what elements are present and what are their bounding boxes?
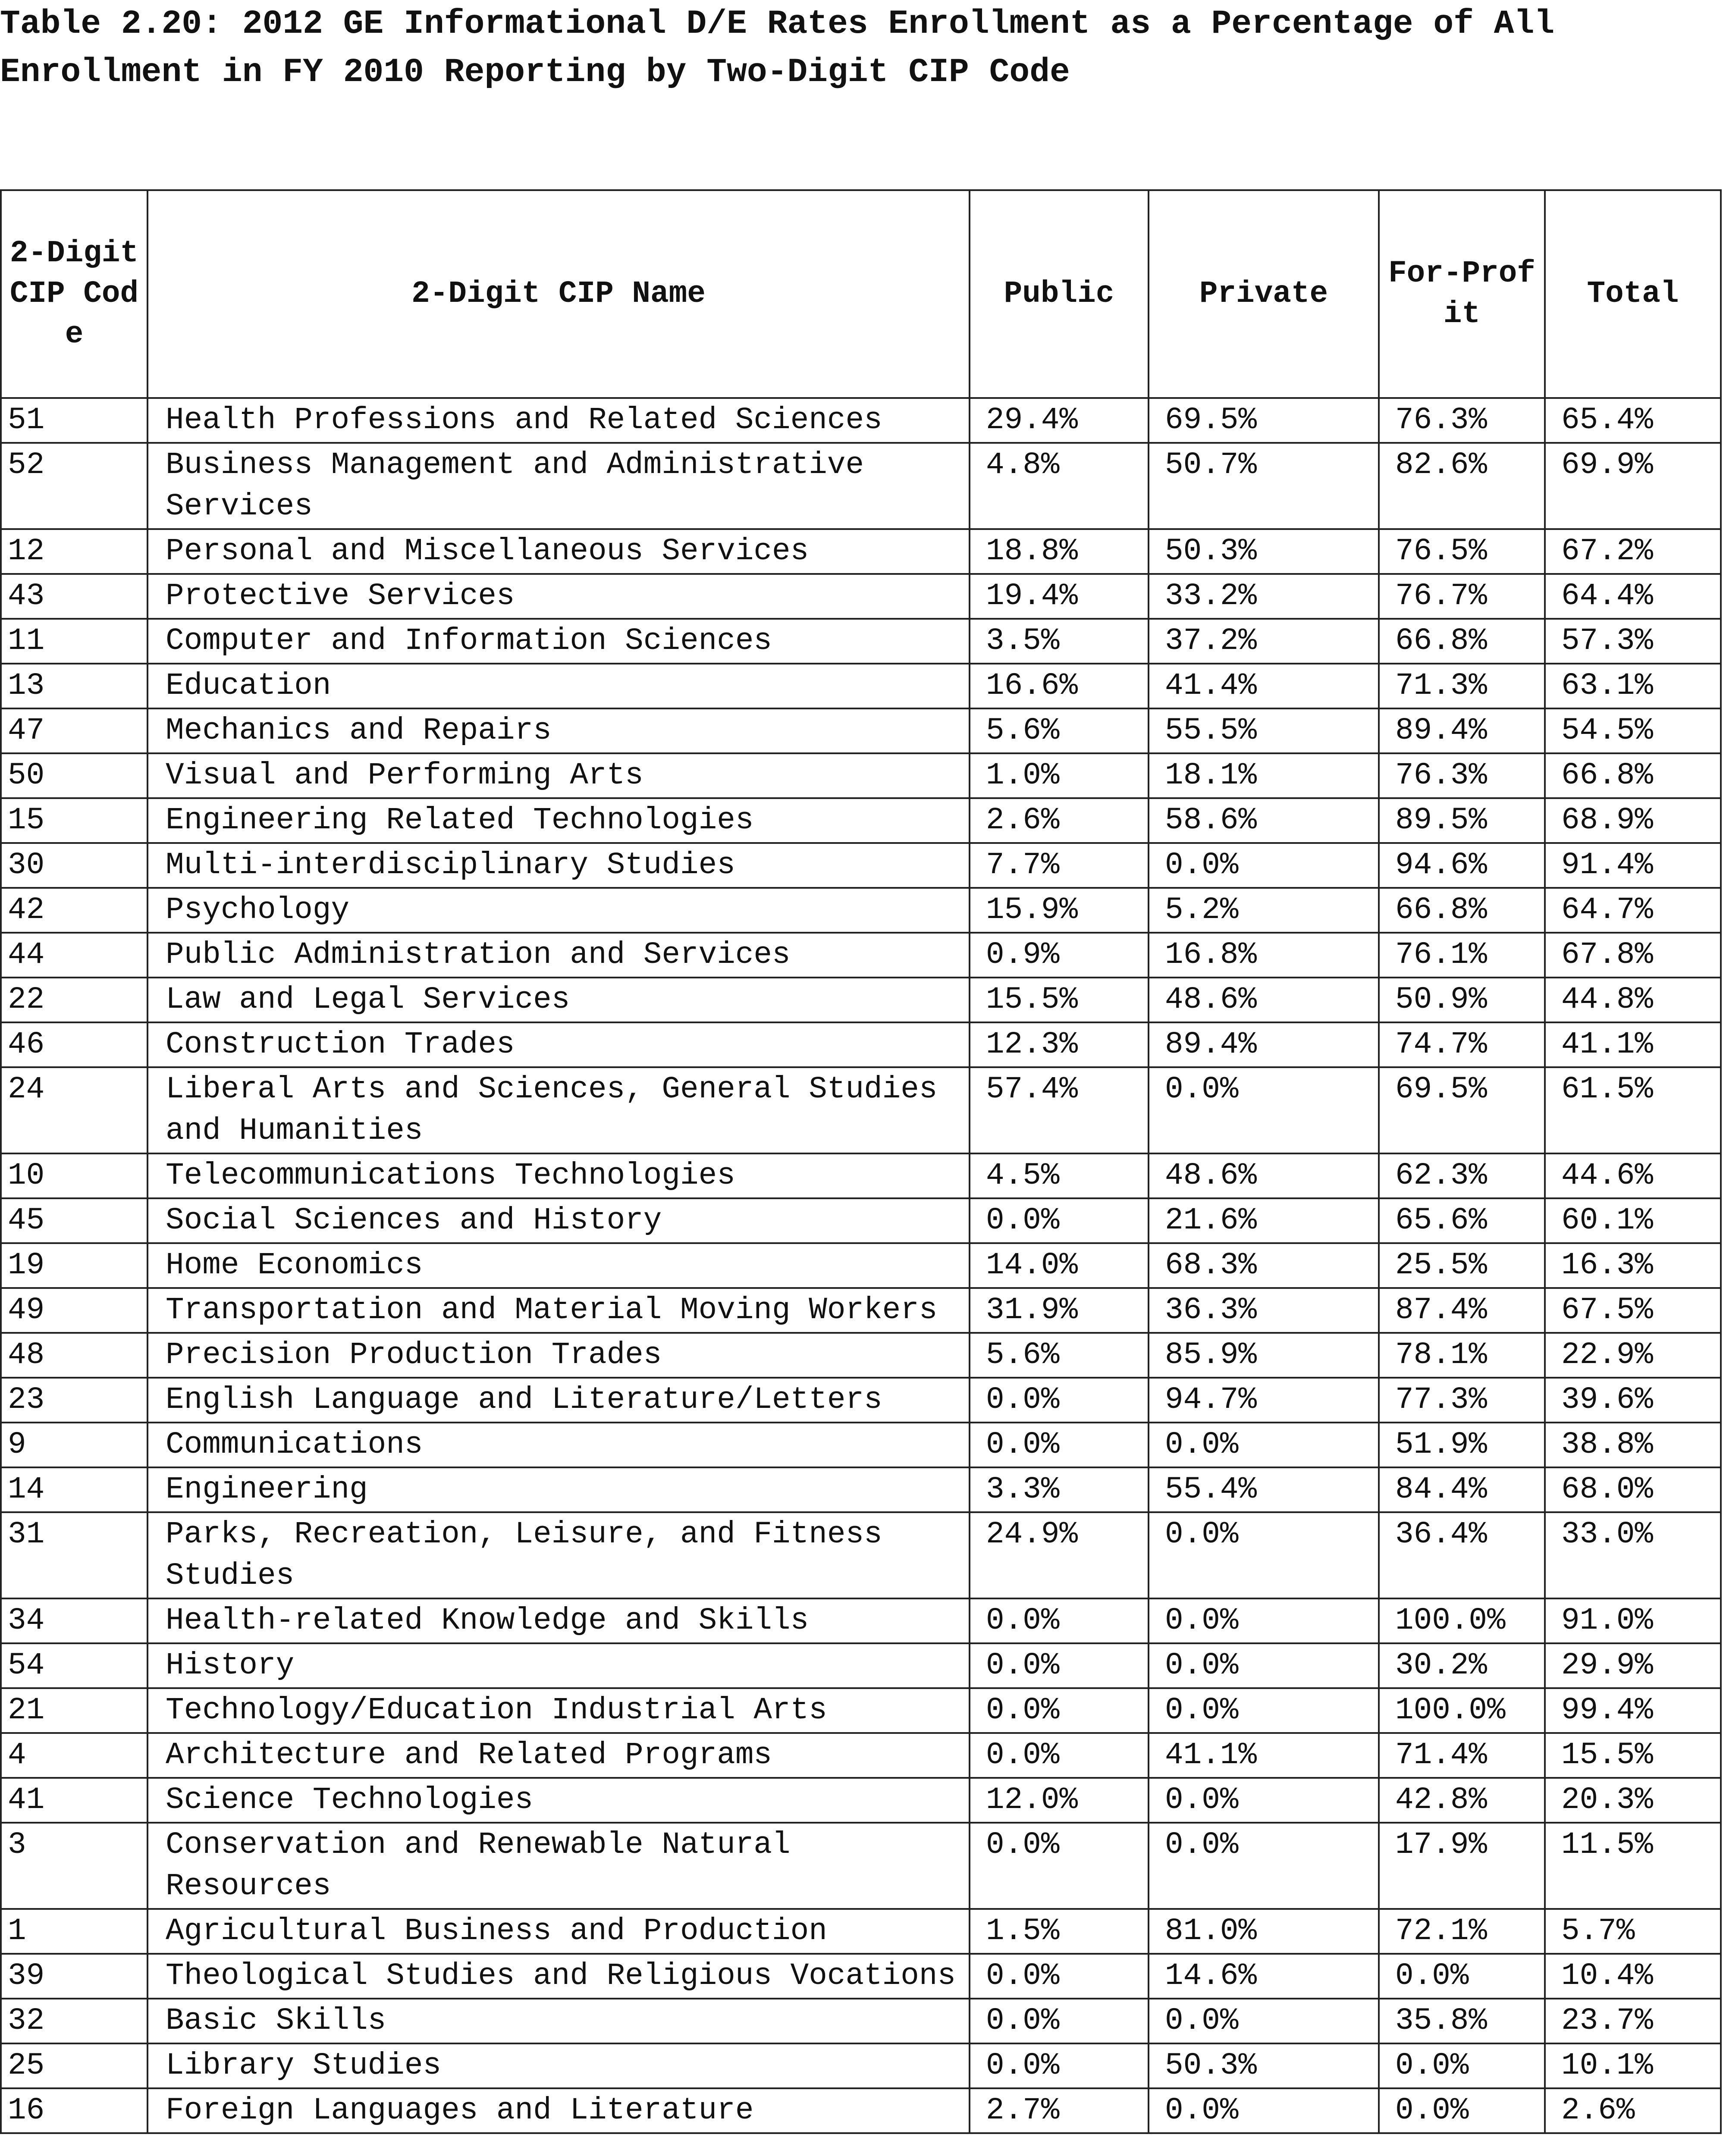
cell-cip-name: Law and Legal Services: [148, 978, 970, 1022]
cell-cip-name: Architecture and Related Programs: [148, 1733, 970, 1778]
table-row: [1, 1067, 1721, 1153]
cell-cip-name: Home Economics: [148, 1243, 970, 1288]
cell-cip-code: 43: [1, 574, 148, 619]
cell-cip-code: 23: [1, 1378, 148, 1423]
cell-private: 21.6%: [1149, 1198, 1379, 1243]
table-row: [1, 2043, 1721, 2088]
cell-public: 14.0%: [970, 1243, 1149, 1288]
cell-private: 0.0%: [1149, 1778, 1379, 1823]
cell-cip-name: Computer and Information Sciences: [148, 619, 970, 664]
cell-cip-name: Theological Studies and Religious Vocations: [148, 1954, 970, 1999]
cell-public: 15.5%: [970, 978, 1149, 1022]
table-row: [1, 1999, 1721, 2043]
cell-private: 5.2%: [1149, 888, 1379, 933]
cell-private: 0.0%: [1149, 1598, 1379, 1643]
cell-cip-code: 22: [1, 978, 148, 1022]
cell-cip-name: Education: [148, 664, 970, 708]
cell-public: 3.3%: [970, 1467, 1149, 1512]
header-row: [1, 190, 1721, 398]
cell-cip-code: 45: [1, 1198, 148, 1243]
cell-total: 67.5%: [1545, 1288, 1721, 1333]
cell-cip-name: Personal and Miscellaneous Services: [148, 529, 970, 574]
table-row: [1, 1643, 1721, 1688]
cell-cip-code: 31: [1, 1512, 148, 1598]
cell-for-profit: 82.6%: [1379, 443, 1545, 529]
table-row: [1, 1598, 1721, 1643]
cell-public: 0.0%: [970, 1999, 1149, 2043]
cell-private: 0.0%: [1149, 1823, 1379, 1909]
cell-for-profit: 94.6%: [1379, 843, 1545, 888]
cell-public: 1.5%: [970, 1909, 1149, 1954]
cell-cip-code: 52: [1, 443, 148, 529]
cell-total: 44.6%: [1545, 1153, 1721, 1198]
cell-cip-code: 11: [1, 619, 148, 664]
cell-private: 0.0%: [1149, 843, 1379, 888]
cell-cip-name: Engineering Related Technologies: [148, 798, 970, 843]
cell-private: 41.4%: [1149, 664, 1379, 708]
table-row: [1, 664, 1721, 708]
cell-cip-code: 1: [1, 1909, 148, 1954]
cell-cip-name: Liberal Arts and Sciences, General Studies and Humanities: [148, 1067, 970, 1153]
cell-for-profit: 71.4%: [1379, 1733, 1545, 1778]
cell-total: 57.3%: [1545, 619, 1721, 664]
cell-total: 64.4%: [1545, 574, 1721, 619]
cell-cip-name: Conservation and Renewable Natural Resources: [148, 1823, 970, 1909]
cell-for-profit: 84.4%: [1379, 1467, 1545, 1512]
cell-cip-name: Agricultural Business and Production: [148, 1909, 970, 1954]
cell-cip-code: 4: [1, 1733, 148, 1778]
cell-cip-name: Foreign Languages and Literature: [148, 2088, 970, 2133]
cell-cip-code: 49: [1, 1288, 148, 1333]
cell-cip-code: 48: [1, 1333, 148, 1378]
cell-public: 4.5%: [970, 1153, 1149, 1198]
cell-private: 55.5%: [1149, 708, 1379, 753]
cell-for-profit: 66.8%: [1379, 619, 1545, 664]
cell-cip-name: Visual and Performing Arts: [148, 753, 970, 798]
header-total: Total: [1545, 190, 1721, 398]
cell-private: 48.6%: [1149, 1153, 1379, 1198]
cell-public: 24.9%: [970, 1512, 1149, 1598]
cell-for-profit: 66.8%: [1379, 888, 1545, 933]
cell-for-profit: 76.5%: [1379, 529, 1545, 574]
cell-public: 0.0%: [970, 1378, 1149, 1423]
cell-total: 22.9%: [1545, 1333, 1721, 1378]
cell-for-profit: 89.5%: [1379, 798, 1545, 843]
cell-total: 99.4%: [1545, 1688, 1721, 1733]
cell-cip-code: 15: [1, 798, 148, 843]
cell-total: 23.7%: [1545, 1999, 1721, 2043]
header-private: Private: [1149, 190, 1379, 398]
cell-cip-name: Health-related Knowledge and Skills: [148, 1598, 970, 1643]
cell-private: 33.2%: [1149, 574, 1379, 619]
cell-for-profit: 76.3%: [1379, 398, 1545, 443]
table-row: [1, 1198, 1721, 1243]
cell-cip-code: 44: [1, 933, 148, 978]
cell-public: 31.9%: [970, 1288, 1149, 1333]
cell-cip-code: 42: [1, 888, 148, 933]
cell-cip-name: English Language and Literature/Letters: [148, 1378, 970, 1423]
cell-total: 44.8%: [1545, 978, 1721, 1022]
cell-for-profit: 35.8%: [1379, 1999, 1545, 2043]
cell-public: 0.0%: [970, 1643, 1149, 1688]
cell-cip-name: Construction Trades: [148, 1022, 970, 1067]
cell-for-profit: 74.7%: [1379, 1022, 1545, 1067]
cell-cip-code: 9: [1, 1423, 148, 1467]
cell-for-profit: 89.4%: [1379, 708, 1545, 753]
table-header: [1, 190, 1721, 398]
cell-private: 68.3%: [1149, 1243, 1379, 1288]
cell-cip-name: Communications: [148, 1423, 970, 1467]
cell-for-profit: 36.4%: [1379, 1512, 1545, 1598]
cell-cip-name: Protective Services: [148, 574, 970, 619]
cell-cip-name: Technology/Education Industrial Arts: [148, 1688, 970, 1733]
cell-cip-name: Science Technologies: [148, 1778, 970, 1823]
cell-total: 33.0%: [1545, 1512, 1721, 1598]
cell-cip-name: Precision Production Trades: [148, 1333, 970, 1378]
cell-for-profit: 25.5%: [1379, 1243, 1545, 1288]
cell-for-profit: 0.0%: [1379, 2043, 1545, 2088]
cell-public: 57.4%: [970, 1067, 1149, 1153]
cell-total: 2.6%: [1545, 2088, 1721, 2133]
table-row: [1, 1022, 1721, 1067]
cell-cip-name: Telecommunications Technologies: [148, 1153, 970, 1198]
cell-private: 0.0%: [1149, 1512, 1379, 1598]
cell-cip-name: Multi-interdisciplinary Studies: [148, 843, 970, 888]
table-row: [1, 443, 1721, 529]
cell-cip-code: 10: [1, 1153, 148, 1198]
cell-total: 61.5%: [1545, 1067, 1721, 1153]
cell-private: 0.0%: [1149, 1067, 1379, 1153]
table-row: [1, 843, 1721, 888]
cell-for-profit: 51.9%: [1379, 1423, 1545, 1467]
cell-public: 5.6%: [970, 1333, 1149, 1378]
cell-private: 18.1%: [1149, 753, 1379, 798]
cell-total: 54.5%: [1545, 708, 1721, 753]
cell-cip-code: 32: [1, 1999, 148, 2043]
table-row: [1, 798, 1721, 843]
cell-public: 3.5%: [970, 619, 1149, 664]
cell-public: 19.4%: [970, 574, 1149, 619]
cell-total: 91.4%: [1545, 843, 1721, 888]
cell-for-profit: 72.1%: [1379, 1909, 1545, 1954]
cell-cip-name: History: [148, 1643, 970, 1688]
table-row: [1, 753, 1721, 798]
cell-for-profit: 69.5%: [1379, 1067, 1545, 1153]
cell-private: 41.1%: [1149, 1733, 1379, 1778]
cell-public: 4.8%: [970, 443, 1149, 529]
cell-private: 69.5%: [1149, 398, 1379, 443]
cell-private: 0.0%: [1149, 1423, 1379, 1467]
table-row: [1, 529, 1721, 574]
cell-total: 91.0%: [1545, 1598, 1721, 1643]
table-row: [1, 1243, 1721, 1288]
cell-private: 55.4%: [1149, 1467, 1379, 1512]
cell-total: 68.9%: [1545, 798, 1721, 843]
cell-public: 16.6%: [970, 664, 1149, 708]
cell-private: 36.3%: [1149, 1288, 1379, 1333]
header-cip-code: 2-Digit CIP Code: [1, 190, 148, 398]
cell-private: 50.3%: [1149, 2043, 1379, 2088]
table-row: [1, 1823, 1721, 1909]
cell-total: 65.4%: [1545, 398, 1721, 443]
table-row: [1, 1153, 1721, 1198]
cell-total: 67.2%: [1545, 529, 1721, 574]
cell-for-profit: 62.3%: [1379, 1153, 1545, 1198]
cell-public: 0.0%: [970, 1598, 1149, 1643]
cell-total: 10.1%: [1545, 2043, 1721, 2088]
cell-cip-name: Public Administration and Services: [148, 933, 970, 978]
cell-cip-name: Transportation and Material Moving Workers: [148, 1288, 970, 1333]
cell-total: 63.1%: [1545, 664, 1721, 708]
cell-for-profit: 87.4%: [1379, 1288, 1545, 1333]
cell-for-profit: 78.1%: [1379, 1333, 1545, 1378]
cell-cip-code: 50: [1, 753, 148, 798]
cell-private: 89.4%: [1149, 1022, 1379, 1067]
cell-private: 0.0%: [1149, 1688, 1379, 1733]
table-row: [1, 1954, 1721, 1999]
cell-for-profit: 100.0%: [1379, 1598, 1545, 1643]
cell-for-profit: 77.3%: [1379, 1378, 1545, 1423]
cell-cip-code: 19: [1, 1243, 148, 1288]
cell-for-profit: 0.0%: [1379, 2088, 1545, 2133]
cell-total: 5.7%: [1545, 1909, 1721, 1954]
table-row: [1, 1512, 1721, 1598]
cell-for-profit: 17.9%: [1379, 1823, 1545, 1909]
table-row: [1, 1688, 1721, 1733]
cell-total: 38.8%: [1545, 1423, 1721, 1467]
cell-private: 0.0%: [1149, 2088, 1379, 2133]
cell-public: 18.8%: [970, 529, 1149, 574]
cell-for-profit: 71.3%: [1379, 664, 1545, 708]
cell-private: 50.3%: [1149, 529, 1379, 574]
cell-for-profit: 30.2%: [1379, 1643, 1545, 1688]
cell-public: 0.0%: [970, 1954, 1149, 1999]
cell-public: 5.6%: [970, 708, 1149, 753]
cell-cip-code: 41: [1, 1778, 148, 1823]
table-row: [1, 619, 1721, 664]
cell-public: 0.9%: [970, 933, 1149, 978]
cell-cip-code: 51: [1, 398, 148, 443]
cell-cip-code: 25: [1, 2043, 148, 2088]
cell-private: 48.6%: [1149, 978, 1379, 1022]
cell-for-profit: 100.0%: [1379, 1688, 1545, 1733]
table-row: [1, 1423, 1721, 1467]
table-row: [1, 1378, 1721, 1423]
table-row: [1, 1909, 1721, 1954]
table-title: Table 2.20: 2012 GE Informational D/E Rates Enrollment as a Percentage of All Enrollment in FY 2010 Reporting by Two-Digit CIP Code: [0, 5, 1555, 91]
table-row: [1, 708, 1721, 753]
cell-private: 0.0%: [1149, 1999, 1379, 2043]
cell-total: 29.9%: [1545, 1643, 1721, 1688]
cell-total: 68.0%: [1545, 1467, 1721, 1512]
cell-private: 37.2%: [1149, 619, 1379, 664]
cell-for-profit: 0.0%: [1379, 1954, 1545, 1999]
cell-total: 64.7%: [1545, 888, 1721, 933]
cell-private: 14.6%: [1149, 1954, 1379, 1999]
cell-cip-code: 54: [1, 1643, 148, 1688]
cell-public: 0.0%: [970, 1198, 1149, 1243]
cell-public: 29.4%: [970, 398, 1149, 443]
cell-total: 67.8%: [1545, 933, 1721, 978]
cell-cip-code: 46: [1, 1022, 148, 1067]
cell-total: 69.9%: [1545, 443, 1721, 529]
table-row: [1, 574, 1721, 619]
cell-total: 15.5%: [1545, 1733, 1721, 1778]
cell-private: 81.0%: [1149, 1909, 1379, 1954]
cell-public: 1.0%: [970, 753, 1149, 798]
cell-public: 15.9%: [970, 888, 1149, 933]
cell-for-profit: 76.1%: [1379, 933, 1545, 978]
header-cip-name: 2-Digit CIP Name: [148, 190, 970, 398]
cell-public: 7.7%: [970, 843, 1149, 888]
cell-for-profit: 76.7%: [1379, 574, 1545, 619]
cell-total: 60.1%: [1545, 1198, 1721, 1243]
cell-cip-name: Library Studies: [148, 2043, 970, 2088]
table-row: [1, 1733, 1721, 1778]
cell-cip-name: Health Professions and Related Sciences: [148, 398, 970, 443]
cell-total: 41.1%: [1545, 1022, 1721, 1067]
cell-total: 20.3%: [1545, 1778, 1721, 1823]
cell-for-profit: 42.8%: [1379, 1778, 1545, 1823]
cell-public: 0.0%: [970, 1688, 1149, 1733]
cell-cip-code: 3: [1, 1823, 148, 1909]
cell-private: 50.7%: [1149, 443, 1379, 529]
cell-public: 12.0%: [970, 1778, 1149, 1823]
table-body: [1, 398, 1721, 2133]
table-row: [1, 1778, 1721, 1823]
cell-cip-name: Mechanics and Repairs: [148, 708, 970, 753]
cell-cip-code: 14: [1, 1467, 148, 1512]
cell-cip-code: 24: [1, 1067, 148, 1153]
cell-total: 11.5%: [1545, 1823, 1721, 1909]
cell-cip-name: Psychology: [148, 888, 970, 933]
header-public: Public: [970, 190, 1149, 398]
cell-public: 0.0%: [970, 2043, 1149, 2088]
cell-for-profit: 50.9%: [1379, 978, 1545, 1022]
table-row: [1, 933, 1721, 978]
cell-cip-name: Engineering: [148, 1467, 970, 1512]
cell-private: 58.6%: [1149, 798, 1379, 843]
cell-total: 16.3%: [1545, 1243, 1721, 1288]
cell-cip-name: Basic Skills: [148, 1999, 970, 2043]
cell-private: 85.9%: [1149, 1333, 1379, 1378]
cell-cip-code: 39: [1, 1954, 148, 1999]
cell-cip-name: Business Management and Administrative Services: [148, 443, 970, 529]
table-row: [1, 1288, 1721, 1333]
table-row: [1, 978, 1721, 1022]
cell-private: 94.7%: [1149, 1378, 1379, 1423]
cell-private: 0.0%: [1149, 1643, 1379, 1688]
cell-total: 39.6%: [1545, 1378, 1721, 1423]
cell-cip-code: 47: [1, 708, 148, 753]
cell-cip-name: Social Sciences and History: [148, 1198, 970, 1243]
cell-public: 0.0%: [970, 1823, 1149, 1909]
cell-public: 0.0%: [970, 1423, 1149, 1467]
cell-for-profit: 65.6%: [1379, 1198, 1545, 1243]
cell-public: 12.3%: [970, 1022, 1149, 1067]
cell-cip-code: 21: [1, 1688, 148, 1733]
table-row: [1, 2088, 1721, 2133]
cell-cip-code: 30: [1, 843, 148, 888]
table-row: [1, 1333, 1721, 1378]
cell-public: 2.6%: [970, 798, 1149, 843]
cell-public: 0.0%: [970, 1733, 1149, 1778]
cell-total: 10.4%: [1545, 1954, 1721, 1999]
cell-total: 66.8%: [1545, 753, 1721, 798]
cell-cip-code: 12: [1, 529, 148, 574]
cell-cip-code: 34: [1, 1598, 148, 1643]
cell-cip-code: 13: [1, 664, 148, 708]
header-for-profit: For-Profit: [1379, 190, 1545, 398]
table-row: [1, 1467, 1721, 1512]
cell-public: 2.7%: [970, 2088, 1149, 2133]
table-row: [1, 888, 1721, 933]
cell-cip-code: 16: [1, 2088, 148, 2133]
cell-cip-name: Parks, Recreation, Leisure, and Fitness Studies: [148, 1512, 970, 1598]
table-row: [1, 398, 1721, 443]
cell-for-profit: 76.3%: [1379, 753, 1545, 798]
cell-private: 16.8%: [1149, 933, 1379, 978]
cip-enrollment-table: [0, 189, 1722, 2134]
